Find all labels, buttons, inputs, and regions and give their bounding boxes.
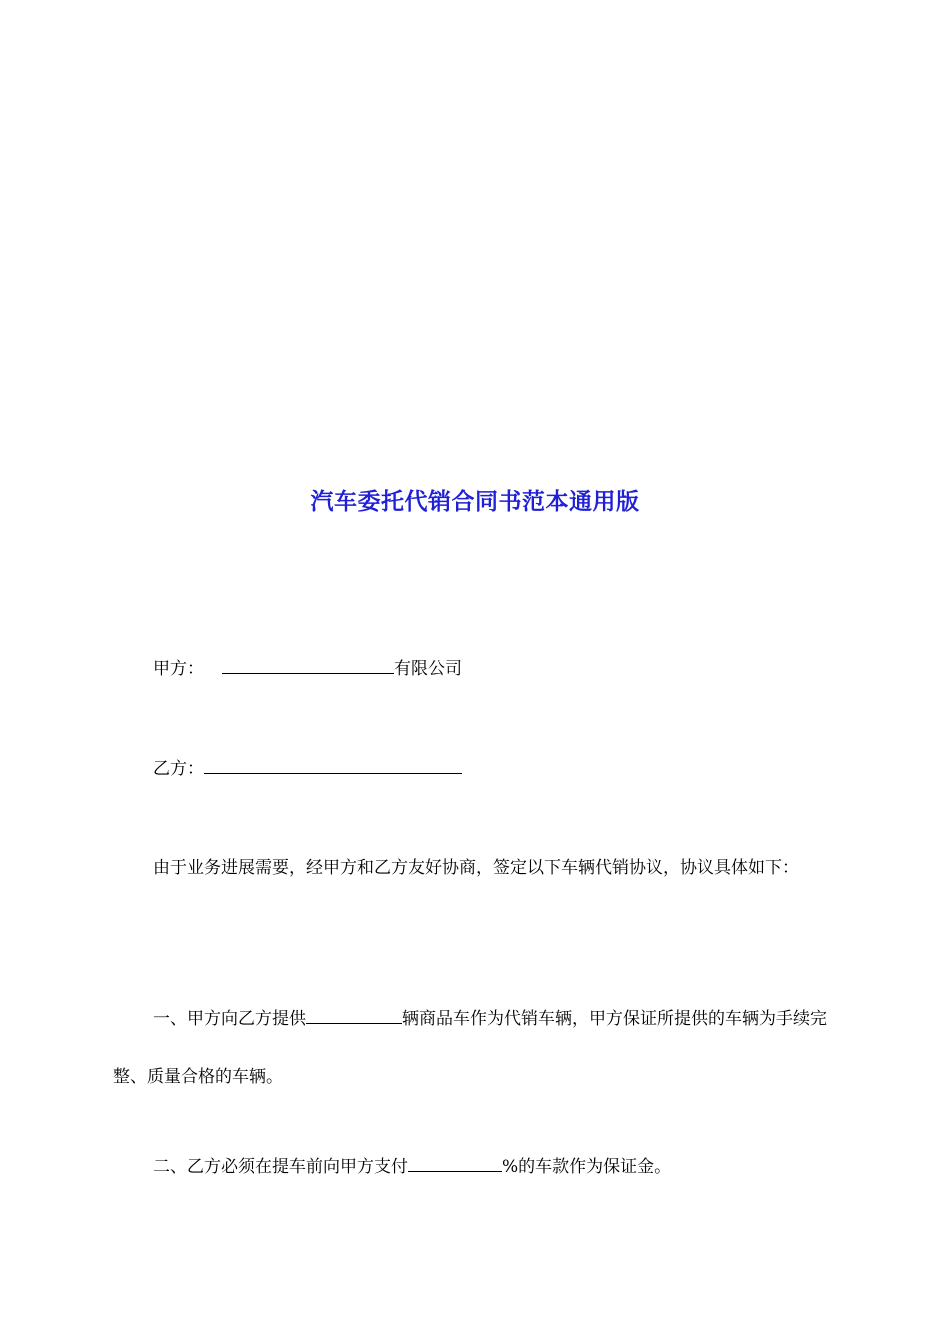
party-a-suffix: 有限公司 [394, 659, 462, 679]
clause-1-paragraph [113, 990, 838, 1106]
party-b-blank [204, 757, 462, 774]
party-a-label: 甲方： [153, 659, 204, 679]
clause-2-before: 二、乙方必须在提车前向甲方支付 [153, 1157, 408, 1177]
document-title: 汽车委托代销合同书范本通用版 [310, 488, 640, 515]
clause-1-blank [306, 1007, 402, 1024]
clause-1-before: 一、甲方向乙方提供 [153, 1009, 306, 1029]
clause-1-after: 辆商品车作为代销车辆，甲方保证所提供的车辆为手续完整、质量合格的车辆。 [113, 1009, 827, 1087]
party-a-blank [222, 657, 394, 674]
clause-2-blank [408, 1155, 502, 1172]
party-a-line [153, 657, 462, 681]
intro-paragraph: 由于业务进展需要，经甲方和乙方友好协商，签定以下车辆代销协议，协议具体如下： [153, 858, 799, 878]
clause-2-after: %的车款作为保证金。 [502, 1157, 672, 1177]
clause-2-paragraph [113, 1138, 838, 1196]
party-b-line [153, 757, 462, 781]
party-b-label: 乙方： [153, 759, 204, 779]
